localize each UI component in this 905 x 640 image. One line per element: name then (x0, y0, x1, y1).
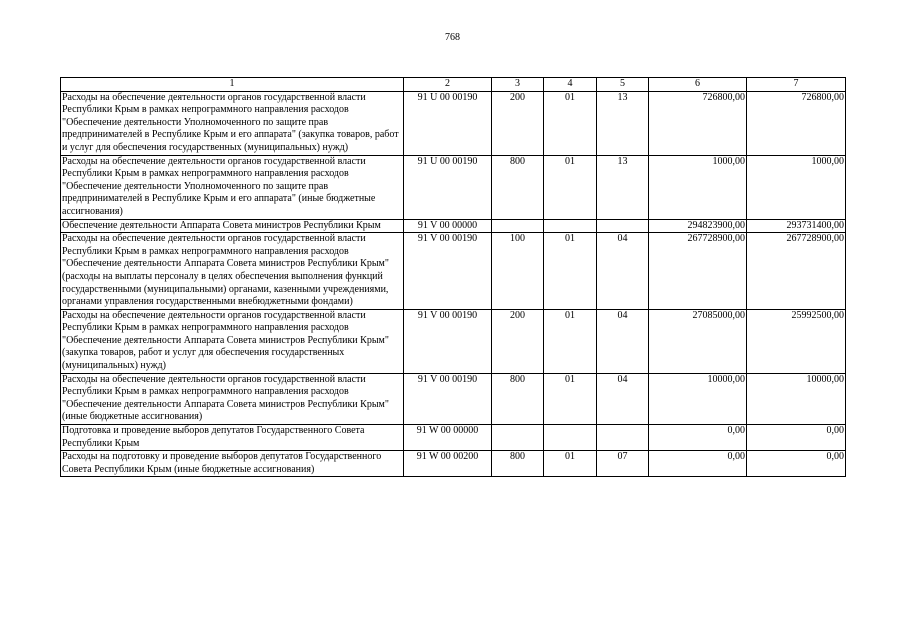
row-code: 91 V 00 00190 (404, 233, 492, 310)
table-row (61, 309, 846, 373)
table-row (61, 451, 846, 477)
row-amount-6: 267728900,00 (649, 233, 747, 310)
row-description: Расходы на обеспечение деятельности органов государственной власти Республики Крым в рамках непрограммного направления расходов "Обеспечение деятельности Аппарата Совета министров Республики Крым" (расходы на выплаты персоналу в целях обеспечения выполнения функций государственными (муниципальными) органами, казенными учреждениями, органами управления государственными внебюджетными фондами) (61, 233, 404, 310)
page-number: 768 (445, 32, 460, 43)
column-header-5: 5 (597, 78, 649, 92)
column-header-2: 2 (404, 78, 492, 92)
row-description: Расходы на обеспечение деятельности органов государственной власти Республики Крым в рамках непрограммного направления расходов "Обеспечение деятельности Уполномоченного по защите прав предпринимателей в Республике Крым и его аппарата" (закупка товаров, работ и услуг для обеспечения государственных (муниципальных) нужд) (61, 91, 404, 155)
row-description: Расходы на подготовку и проведение выборов депутатов Государственного Совета Республики Крым (иные бюджетные ассигнования) (61, 451, 404, 477)
row-expense-type: 800 (492, 155, 544, 219)
row-expense-type: 800 (492, 451, 544, 477)
row-section: 01 (544, 233, 597, 310)
table-row (61, 155, 846, 219)
row-amount-6: 0,00 (649, 451, 747, 477)
row-code: 91 W 00 00000 (404, 425, 492, 451)
row-amount-6: 294823900,00 (649, 219, 747, 233)
row-section: 01 (544, 309, 597, 373)
row-section: 01 (544, 451, 597, 477)
row-subsection (597, 219, 649, 233)
row-subsection: 07 (597, 451, 649, 477)
column-header-6: 6 (649, 78, 747, 92)
table-header-row (61, 78, 846, 92)
row-expense-type: 800 (492, 373, 544, 424)
budget-table (60, 77, 846, 477)
row-amount-6: 726800,00 (649, 91, 747, 155)
row-code: 91 U 00 00190 (404, 91, 492, 155)
column-header-4: 4 (544, 78, 597, 92)
column-header-3: 3 (492, 78, 544, 92)
row-subsection (597, 425, 649, 451)
row-amount-6: 0,00 (649, 425, 747, 451)
row-section (544, 219, 597, 233)
row-description: Расходы на обеспечение деятельности органов государственной власти Республики Крым в рамках непрограммного направления расходов "Обеспечение деятельности Аппарата Совета министров Республики Крым" (закупка товаров, работ и услуг для обеспечения государственных (муниципальных) нужд) (61, 309, 404, 373)
row-expense-type (492, 219, 544, 233)
row-amount-7: 25992500,00 (747, 309, 846, 373)
row-description: Расходы на обеспечение деятельности органов государственной власти Республики Крым в рамках непрограммного направления расходов "Обеспечение деятельности Уполномоченного по защите прав предпринимателей в Республике Крым и его аппарата" (иные бюджетные ассигнования) (61, 155, 404, 219)
row-code: 91 U 00 00190 (404, 155, 492, 219)
row-amount-7: 267728900,00 (747, 233, 846, 310)
column-header-7: 7 (747, 78, 846, 92)
row-subsection: 04 (597, 233, 649, 310)
table-row (61, 91, 846, 155)
table-row (61, 219, 846, 233)
row-amount-7: 0,00 (747, 451, 846, 477)
row-subsection: 13 (597, 155, 649, 219)
row-code: 91 W 00 00200 (404, 451, 492, 477)
table-row (61, 233, 846, 310)
row-subsection: 04 (597, 309, 649, 373)
row-amount-7: 726800,00 (747, 91, 846, 155)
row-description: Расходы на обеспечение деятельности органов государственной власти Республики Крым в рамках непрограммного направления расходов "Обеспечение деятельности Аппарата Совета министров Республики Крым" (иные бюджетные ассигнования) (61, 373, 404, 424)
row-expense-type (492, 425, 544, 451)
row-code: 91 V 00 00000 (404, 219, 492, 233)
row-section: 01 (544, 155, 597, 219)
row-code: 91 V 00 00190 (404, 373, 492, 424)
row-expense-type: 200 (492, 91, 544, 155)
table-row (61, 373, 846, 424)
row-amount-7: 0,00 (747, 425, 846, 451)
row-code: 91 V 00 00190 (404, 309, 492, 373)
row-amount-7: 293731400,00 (747, 219, 846, 233)
row-section (544, 425, 597, 451)
table-row (61, 425, 846, 451)
row-subsection: 04 (597, 373, 649, 424)
row-amount-6: 10000,00 (649, 373, 747, 424)
row-amount-6: 1000,00 (649, 155, 747, 219)
row-subsection: 13 (597, 91, 649, 155)
row-amount-7: 10000,00 (747, 373, 846, 424)
row-description: Подготовка и проведение выборов депутатов Государственного Совета Республики Крым (61, 425, 404, 451)
row-amount-6: 27085000,00 (649, 309, 747, 373)
row-description: Обеспечение деятельности Аппарата Совета министров Республики Крым (61, 219, 404, 233)
row-section: 01 (544, 373, 597, 424)
row-amount-7: 1000,00 (747, 155, 846, 219)
column-header-1: 1 (61, 78, 404, 92)
row-expense-type: 200 (492, 309, 544, 373)
row-section: 01 (544, 91, 597, 155)
row-expense-type: 100 (492, 233, 544, 310)
